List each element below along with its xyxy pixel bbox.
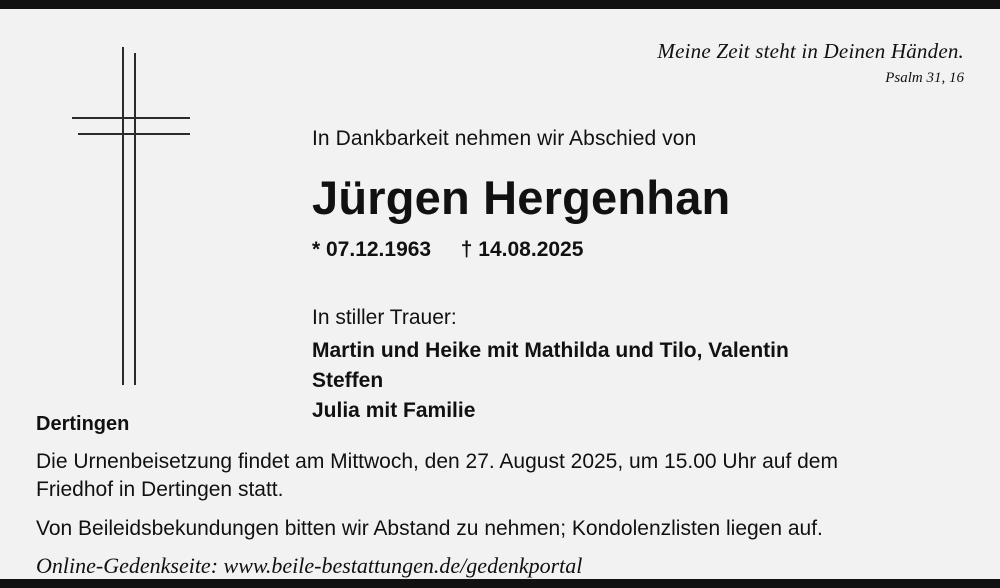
deceased-name: Jürgen Hergenhan	[312, 171, 731, 224]
memorial-page-link[interactable]: Online-Gedenkseite: www.beile-bestattungen.de/gedenkportal	[36, 553, 583, 579]
quote-text: Meine Zeit steht in Deinen Händen.	[657, 39, 964, 63]
list-item: Steffen	[312, 369, 384, 393]
life-dates	[312, 238, 932, 262]
intro-text: In Dankbarkeit nehmen wir Abschied von	[312, 127, 697, 150]
mourning-label: In stiller Trauer:	[312, 306, 457, 330]
cross-vertical-line-2	[134, 53, 136, 385]
list-item: Julia mit Familie	[312, 398, 476, 422]
cross-vertical-line-1	[122, 47, 124, 385]
cross-icon	[72, 47, 192, 387]
bottom-information-block	[36, 413, 966, 579]
birth-date: * 07.12.1963	[312, 238, 432, 262]
quote-block	[657, 39, 964, 87]
main-text-block	[312, 127, 932, 426]
condolence-information: Von Beileidsbekundungen bitten wir Abstand zu nehmen; Kondolenzlisten liegen auf.	[36, 516, 823, 540]
place-name: Dertingen	[36, 413, 130, 435]
cross-horizontal-line-2	[78, 133, 190, 135]
funeral-information: Die Urnenbeisetzung findet am Mittwoch, den 27. August 2025, um 15.00 Uhr auf dem Friedhof in Dertingen statt.	[36, 450, 838, 502]
list-item: Martin und Heike mit Mathilda und Tilo, Valentin	[312, 339, 789, 363]
death-date: † 14.08.2025	[460, 238, 584, 262]
cross-horizontal-line-1	[72, 117, 190, 119]
quote-reference: Psalm 31, 16	[885, 70, 964, 86]
